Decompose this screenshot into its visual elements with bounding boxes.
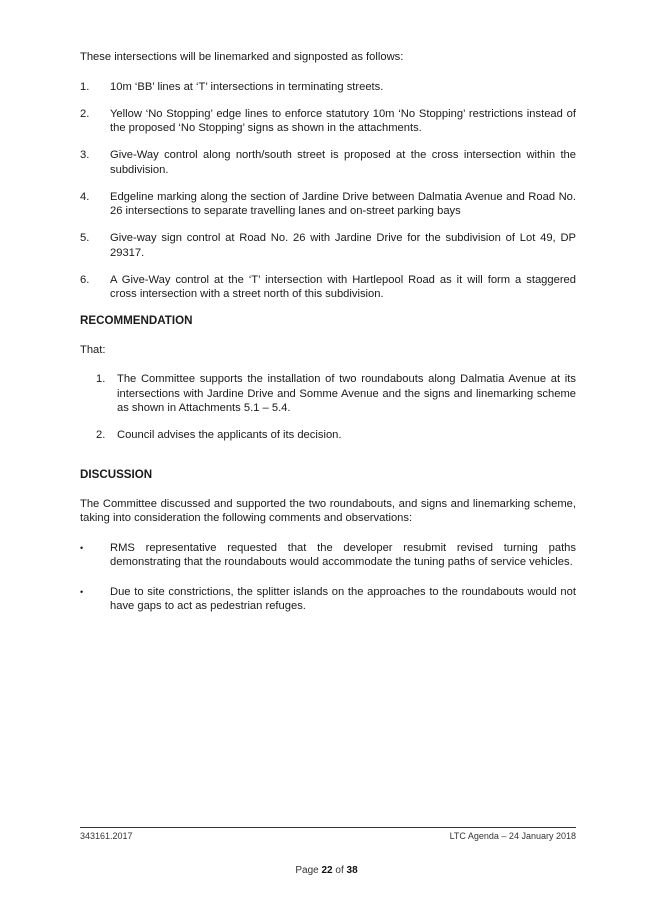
list-item — [80, 273, 576, 302]
page-current: 22 — [321, 865, 333, 876]
list-item — [80, 148, 576, 177]
list-number: 4. — [80, 190, 90, 203]
bullet-icon: • — [80, 586, 84, 597]
recommendation-list — [80, 372, 576, 442]
list-number: 6. — [80, 273, 90, 286]
linemarking-list — [80, 80, 576, 302]
list-item — [80, 107, 576, 136]
list-text: A Give-Way control at the ‘T’ intersection with Hartlepool Road as it will form a staggered cross intersection with a street north of this subdivision. — [110, 273, 576, 300]
recommendation-heading: RECOMMENDATION — [80, 314, 193, 327]
list-item — [80, 190, 576, 219]
page-number — [0, 865, 653, 876]
list-item — [80, 541, 576, 570]
page-of: of — [332, 865, 347, 876]
footer-agenda-date: LTC Agenda – 24 January 2018 — [449, 831, 576, 841]
list-number: 1. — [96, 373, 106, 385]
list-text: Yellow ‘No Stopping’ edge lines to enforce statutory 10m ‘No Stopping’ restrictions instead of the proposed ‘No Stopping’ signs as shown in the attachments. — [110, 107, 576, 134]
page-prefix: Page — [295, 865, 322, 876]
footer-document-number: 343161.2017 — [80, 831, 133, 841]
list-item — [80, 585, 576, 614]
list-text: Give-Way control along north/south street is proposed at the cross intersection within the subdivision. — [110, 149, 576, 176]
list-number: 3. — [80, 149, 90, 161]
discussion-bullets — [80, 541, 576, 614]
list-text: Give-way sign control at Road No. 26 with Jardine Drive for the subdivision of Lot 49, DP 29317. — [110, 232, 576, 259]
intro-paragraph: These intersections will be linemarked and signposted as follows: — [80, 51, 404, 63]
list-number: 2. — [80, 107, 90, 120]
list-text: Edgeline marking along the section of Jardine Drive between Dalmatia Avenue and Road No. 26 intersections to separate travelling lanes and on-street parking bays — [110, 190, 576, 217]
list-item — [80, 231, 576, 260]
page-content — [80, 50, 576, 629]
list-text: RMS representative requested that the developer resubmit revised turning paths demonstrating that the roundabouts would accommodate the tuning paths of service vehicles. — [110, 541, 576, 568]
discussion-intro: The Committee discussed and supported the two roundabouts, and signs and linemarking scheme, taking into consideration the following comments and observations: — [80, 497, 576, 524]
list-text: Council advises the applicants of its decision. — [117, 428, 342, 441]
recommendation-that: That: — [80, 343, 106, 356]
list-item — [96, 428, 576, 443]
discussion-heading: DISCUSSION — [80, 468, 153, 481]
list-number: 5. — [80, 232, 90, 244]
list-item — [80, 80, 576, 95]
footer-divider — [80, 827, 576, 828]
list-text: 10m ‘BB’ lines at ‘T’ intersections in terminating streets. — [110, 80, 384, 93]
list-text: The Committee supports the installation of two roundabouts along Dalmatia Avenue at its intersections with Jardine Drive and Somme Avenue and the signs and linemarking scheme as shown in Attachments 5.1 – 5.4. — [117, 373, 576, 414]
page-total: 38 — [346, 865, 358, 876]
list-text: Due to site constrictions, the splitter islands on the approaches to the roundabouts would not have gaps to act as pedestrian refuges. — [110, 585, 576, 612]
list-item — [96, 372, 576, 416]
list-number: 2. — [96, 428, 106, 441]
list-number: 1. — [80, 80, 90, 93]
bullet-icon: • — [80, 542, 84, 553]
